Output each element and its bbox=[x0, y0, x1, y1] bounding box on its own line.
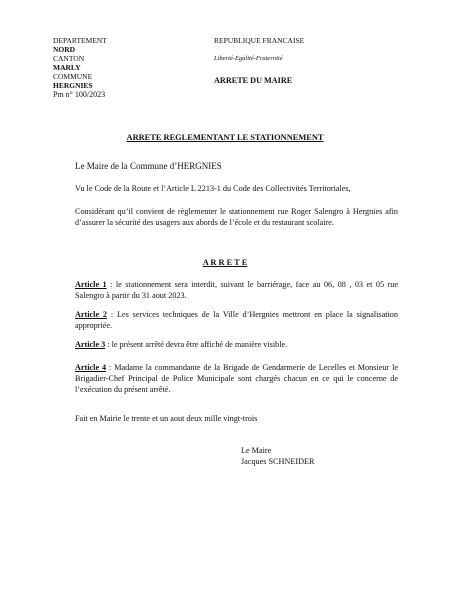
commune-value: HERGNIES bbox=[53, 81, 93, 90]
republique-label: REPUBLIQUE FRANCAISE bbox=[214, 36, 305, 45]
maire-line: Le Maire de la Commune d’HERGNIES bbox=[75, 161, 222, 171]
article-1-label: Article 1 bbox=[75, 280, 107, 289]
article-1-text: : le stationnement sera interdit, suivant le barriérage, face au 06, 08 , 03 et 05 rue Salengro à partir du 31 aout 2023. bbox=[75, 280, 398, 300]
fait-line: Fait en Mairie le trente et un aout deux mille vingt-trois bbox=[75, 414, 258, 423]
article-4-label: Article 4 bbox=[75, 363, 107, 372]
article-2 bbox=[75, 309, 398, 331]
signature-title: Le Maire bbox=[241, 446, 272, 455]
document-title: ARRETE REGLEMENTANT LE STATIONNEMENT bbox=[126, 133, 324, 142]
article-1 bbox=[75, 279, 398, 301]
article-2-label: Article 2 bbox=[75, 310, 108, 319]
departement-value: NORD bbox=[53, 45, 76, 54]
article-3 bbox=[75, 339, 398, 350]
departement-label: DEPARTEMENT bbox=[53, 36, 107, 45]
article-3-label: Article 3 bbox=[75, 340, 106, 349]
canton-value: MARLY bbox=[53, 63, 81, 72]
header-right bbox=[214, 36, 394, 85]
article-2-text: : Les services techniques de la Ville d’Hergnies mettront en place la signalisation appropriée. bbox=[75, 310, 398, 330]
considerant-paragraph: Considérant qu’il convient de règlementer le stationnement rue Roger Salengro à Hergnies afin d’assurer la sécurité des usagers aux abords de l’école et du restaurant scolaire. bbox=[75, 207, 398, 227]
header-left bbox=[53, 36, 203, 100]
devise-label: Liberté-Egalité-Fraternité bbox=[214, 55, 283, 62]
article-4-text: : Madame la commandante de la Brigade de Gendarmerie de Lecelles et Monsieur le Brigadier-Chef Principal de Police Municipale sont chargés chacun en ce qui le concerne de l’exécution du présent arrêté. bbox=[75, 363, 398, 394]
commune-label: COMMUNE bbox=[53, 72, 93, 81]
reference-number: Pm n° 100/2023 bbox=[53, 90, 106, 99]
signature-name: Jacques SCHNEIDER bbox=[241, 457, 315, 466]
article-3-text: : le présent arrêté devra être affiché de manière visible. bbox=[105, 340, 288, 349]
article-4 bbox=[75, 362, 398, 395]
vu-line: Vu le Code de la Route et l’Article L 2213-1 du Code des Collectivités Territoriales, bbox=[75, 184, 351, 193]
canton-label: CANTON bbox=[53, 54, 85, 63]
arrete-heading: A R R E T E bbox=[202, 258, 248, 267]
arrete-maire-label: ARRETE DU MAIRE bbox=[214, 76, 293, 85]
signature-block bbox=[241, 445, 391, 467]
